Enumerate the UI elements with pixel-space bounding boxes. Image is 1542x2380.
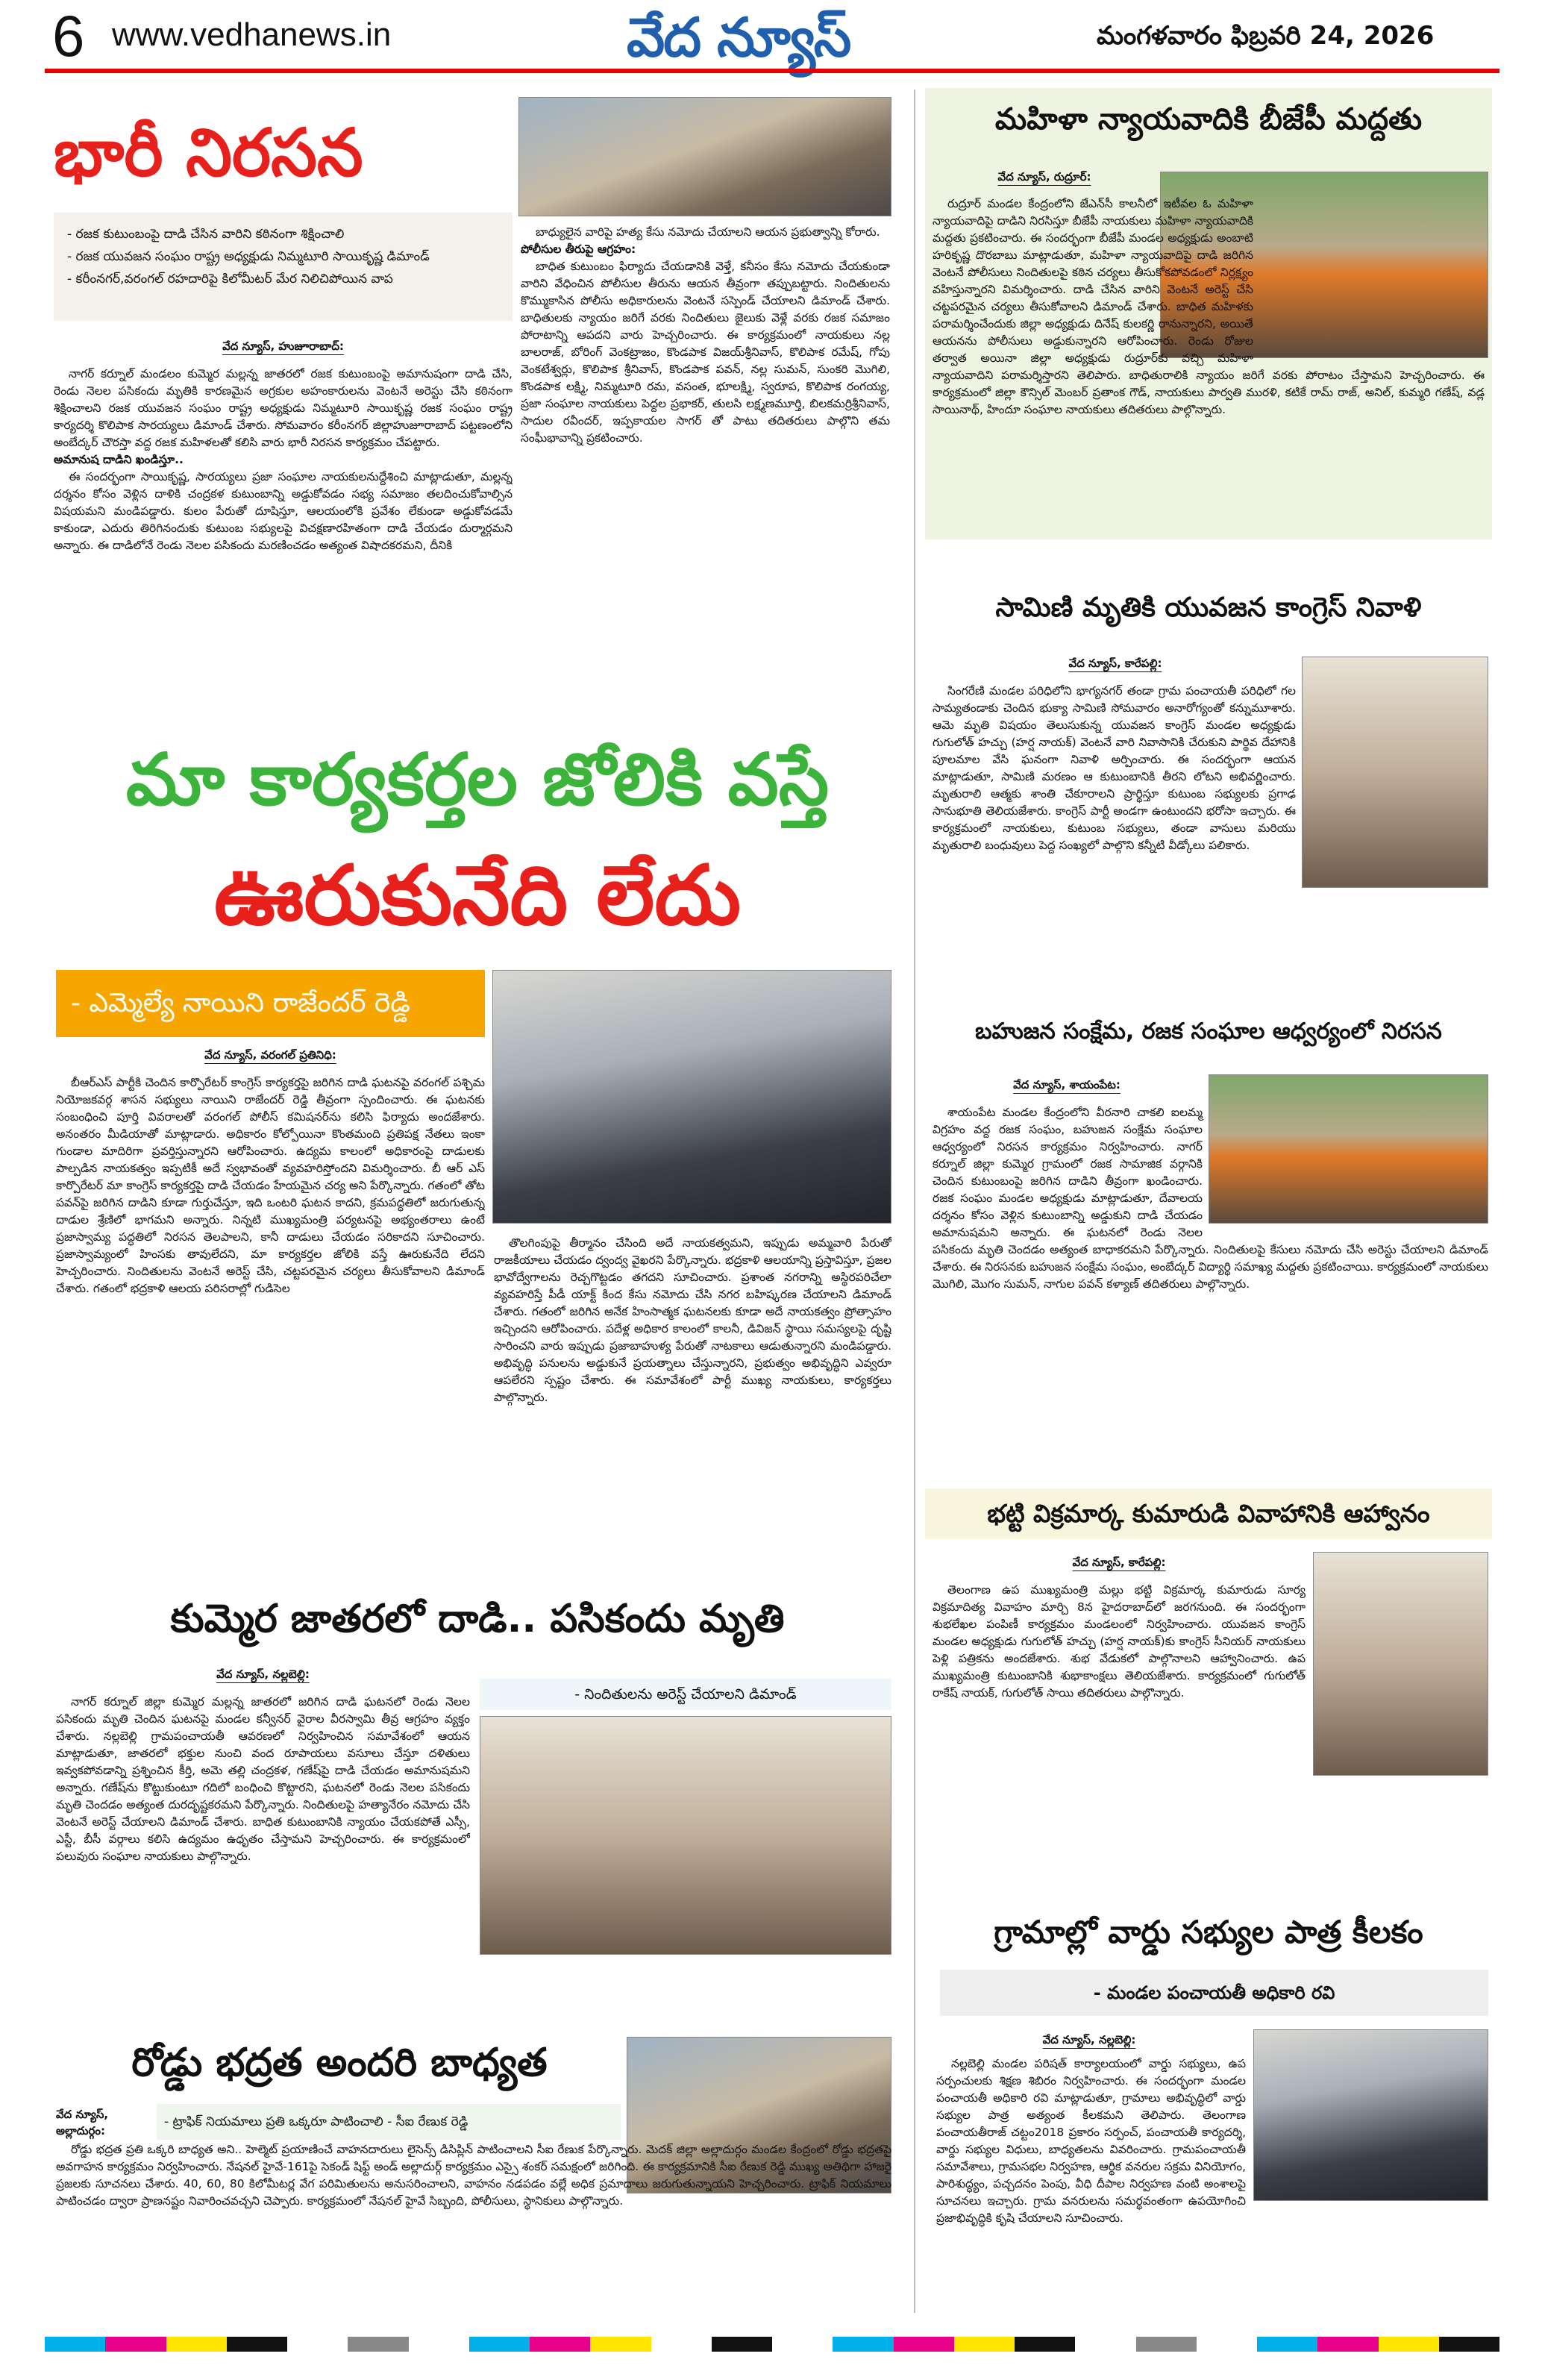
- photo-spacer: [1253, 195, 1485, 360]
- wedding-invite-photo: [1313, 1552, 1488, 1776]
- article-r2-column: [933, 683, 1488, 951]
- issue-date: మంగళవారం ఫిబ్రవరి 24, 2026: [1097, 21, 1435, 51]
- headline-ward-members: గ్రామాల్లో వార్డు సభ్యుల పాత్ర కీలకం: [994, 1914, 1423, 1950]
- article2-subhead: - ఎమ్మెల్యే నాయిని రాజేందర్ రెడ్డి: [56, 970, 485, 1037]
- article-r4-body: తెలంగాణ ఉప ముఖ్యమంత్రి మల్లు భట్టి విక్రమార్క కుమారుడు సూర్య విక్రమాదిత్య వివాహం మార్చి 8న హైదరాబాద్‌లో జరగనుంది. ఈ సందర్భంగా శుభలేఖల పంపిణీ కార్యక్రమం మండలంలో నిర్వహించారు. యువజన కాంగ్రెస్ మండల అధ్యక్షుడు గుగులోత్ హచ్చు (హర్ష నాయక్)కు కాంగ్రెస్ సీనియర్ నాయకులు పెళ్లి పత్రికను అందజేశారు. శుభ వేడుకలో పాల్గొనాలని ఆహ్వానించారు. ఉప ముఖ్యమంత్రి కుటుంబానికి శుభాకాంక్షలు తెలియజేశారు. కార్యక్రమంలో గుగులోత్ రాకేష్ నాయక్, గుగులోత్ సాయి తదితరులు పాల్గొన్నారు.: [933, 1583, 1306, 1700]
- article-r5-body: [936, 2055, 1488, 2227]
- meeting-photo: [480, 1716, 891, 1955]
- article-r2-text: సింగరేణి మండల పరిధిలోని భాగ్యనగర్ తండా గ్రామ పంచాయతీ పరిధిలో గల సామ్యతండాకు చెందిన భుక్యా సామిణి సోమవారం అనారోగ్యంతో కన్నుమూశారు. ఆమె మృతి విషయం తెలుసుకున్న యువజన కాంగ్రెస్ మండల అధ్యక్షుడు గుగులోత్ హచ్చు (హర్ష నాయక్) వెంటనే వారి నివాసానికి చేరుకుని పార్థివ దేహానికి పూలమాల వేసి ఘనంగా నివాళి అర్పించారు. ఈ సందర్భంగా ఆయన మాట్లాడుతూ, సామిణి మరణం ఆ కుటుంబానికి తీరని లోటని అభివర్ణించారు. మృతురాలి ఆత్మకు శాంతి చేకూరాలని ప్రార్థిస్తూ కుటుంబ సభ్యులకు ప్రగాఢ సానుభూతి తెలియజేశారు. కాంగ్రెస్ పార్టీ అండగా ఉంటుందని భరోసా ఇచ్చారు. ఈ కార్యక్రమంలో నాయకులు, కుటుంబ సభ్యులు, తండా వాసులు మరియు మృతురాలి బంధువులు పెద్ద సంఖ్యలో పాల్గొని కన్నీటి వీడ్కోలు పలికారు.: [933, 684, 1296, 852]
- article4-subhead: - ట్రాఫిక్ నియమాలు ప్రతి ఒక్కరూ పాటించాలి - సీఐ రేణుక రెడ్డి: [157, 2104, 621, 2140]
- article-r1-column: [933, 195, 1485, 535]
- article1-column1: [54, 366, 513, 660]
- photo-spacer: [1246, 2055, 1488, 2201]
- article-r3-body: [933, 1104, 1488, 1293]
- headline-bjp-support: మహిళా న్యాయవాదికి బీజేపీ మద్దతు: [994, 102, 1423, 137]
- article-r2-body: [933, 683, 1488, 854]
- article-r5-column: [936, 2055, 1488, 2313]
- subpoint: - కరీంనగర్,వరంగల్ రహదారిపై కిలోమీటర్ మేర నిలిచిపోయిన వాప: [67, 272, 393, 286]
- article-r1-byline: వేద న్యూస్, రుద్రూర్:: [997, 170, 1091, 184]
- article2-column1: [56, 1074, 485, 1563]
- article1-subpoints: [54, 213, 513, 321]
- page-number: 6: [52, 3, 85, 69]
- headline-bahujana-protest: బహుజన సంక్షేమ, రజక సంఘాల ఆధ్వర్యంలో నిరసన: [975, 1018, 1442, 1045]
- article1-body: బాధిత కుటుంబం ఫిర్యాదు చేయడానికి వెళ్తే, కనీసం కేసు నమోదు చేయకుండా వారిని వేధించిన పోలీసుల తీరును ఆయన తీవ్రంగా తప్పుబట్టారు. నిందితులను కొమ్ముకాసిన పోలీసు అధికారులను వెంటనే సస్పెండ్ చేయాలని డిమాండ్ చేశారు. బాధితులకు న్యాయం జరిగే వరకు నిందితులు జైలుకు వెళ్లే వరకు రజక సమాజం పోరాటాన్ని ఆపదని వారు హెచ్చరించారు. ఈ కార్యక్రమంలో నాయకులు నల్ల బాలరాజ్, బోరింగ్ వెంకట్రాజం, కొండపాక విజయ్‌శ్రీనివాస్, కొలిపాక రమేష్, గోపు వెంకటేశ్వర్లు, కొలిపాక శ్రీనివాస్, కొండపాక పవన్, నల్ల సుమన్, సుంకరి మొగిలి, కొండపాక లక్ష్మి, నిమ్మటూరి రమ, వసంత, భూలక్ష్మి, స్వరూప, కొలిపాక రంగయ్య, ప్రజా సంఘాల నాయకులు పెద్దల ప్రభాకర్, తులసి లక్ష్మణమూర్తి, బిలకమర్రిశ్రీనివాస్, సాదుల రవీందర్, ఇప్పకాయల సాగర్ తో పాటు తదితరులు పాల్గొని తమ సంఘీభావాన్ని ప్రకటించారు.: [521, 260, 890, 445]
- article-r4-column: [933, 1582, 1306, 1776]
- headline-bhari-nirasana: భారీ నిరసన: [54, 114, 363, 191]
- article1-byline: వేద న్యూస్, హుజూరాబాద్:: [222, 339, 344, 353]
- press-meet-photo: [492, 970, 891, 1224]
- article4-body: రోడ్డు భద్రత ప్రతి ఒక్కరి బాధ్యత అని.. హెల్మెట్ ప్రయాణించే వాహనదారులు లైసెన్స్ డిసిప్లిన్ పాటించాలని సీఐ రేణుక పేర్కొన్నారు. మెదక్ జిల్లా అల్లాదుర్గం మండల కేంద్రంలో రోడ్డు భద్రతపై అవగాహన కార్యక్రమం నిర్వహించారు. నేషనల్ హైవే-161పై సెకండ్ షిఫ్ట్ అండ్ అల్లాదుర్గ్ కార్యక్రమం ఎస్సై శంకర్ సమక్షంలో జరిగింది. ఈ కార్యక్రమానికి సీఐ రేణుక రెడ్డి ముఖ్య అతిథిగా హాజరై ప్రజలకు సూచనలు చేశారు. 40, 60, 80 కిలోమీటర్ల వేగ పరిమితులను అనుసరించాలని, వాహనం నడపడం వల్లే అధిక ప్రమాదాలు జరుగుతున్నాయని హెచ్చరించారు. ట్రాఫిక్ నియమాలు పాటించడం ద్వారా ప్రాణనష్టం నివారించవచ్చని చెప్పారు. కార్యక్రమంలో నేషనల్ హైవే సిబ్బంది, పోలీసులు, స్థానికులు పాల్గొన్నారు.: [56, 2143, 891, 2208]
- article2-body: తొలగింపుపై తీర్మానం చేసింది అదే నాయకత్వమని, ఇప్పుడు అమ్మవారి పేరుతో రాజకీయాలు చేయడం ద్వంద్వ వైఖరని పేర్కొన్నారు. భద్రకాళి ఆలయాన్ని ప్రస్తావిస్తూ, ప్రజల భావోద్వేగాలను రెచ్చగొట్టడం తగదని సూచించారు. ప్రశాంత నగరాన్ని అస్థిరపరిచేలా వ్యవహరిస్తే పీడీ యాక్ట్ కింద కేసు నమోదు చేసి నగర బహిష్కరణ చేయాలని డిమాండ్ చేశారు. గతంలో జరిగిన అనేక హింసాత్మక ఘటనలకు కూడా అదే నాయకత్వం ప్రోత్సాహం ఇచ్చిందని ఆరోపించారు. పదేళ్ల అధికార కాలంలో కాలనీ, డివిజన్ స్థాయి సమస్యలపై దృష్టి సారించని వారు ఇప్పుడు ప్రజాబాహుళ్య పేరుతో నాటకాలు ఆడుతున్నారని మండిపడ్డారు. అభివృద్ధి పనులను అడ్డుకునే ప్రయత్నాలు చేస్తున్నారని, ప్రభుత్వం అభివృద్ధిని ఎవ్వరూ ఆపలేరని స్పష్టం చేశారు. ఈ సమావేశంలో పార్టీ ముఖ్య నాయకులు, కార్యకర్తలు పాల్గొన్నారు.: [494, 1236, 891, 1404]
- article3-column: [56, 1694, 470, 1973]
- subpoint: - రజక కుటుంబంపై దాడి చేసిన వారిని కఠినంగా శిక్షించాలి: [67, 227, 345, 242]
- article3-byline: వేద న్యూస్, నల్లబెల్లి:: [216, 1667, 310, 1681]
- article-r5-text: నల్లబెల్లి మండల పరిషత్ కార్యాలయంలో వార్డు సభ్యులు, ఉప సర్పంచులకు శిక్షణ శిబిరం నిర్వహించారు. ఈ సందర్భంగా మండల పంచాయతీ అధికారి రవి మాట్లాడుతూ, గ్రామాలు అభివృద్ధిలో వార్డు సభ్యుల పాత్ర అత్యంత కీలకమని తెలిపారు. తెలంగాణ పంచాయతీరాజ్ చట్టం2018 ప్రకారం సర్పంచ్, పంచాయతీ కార్యదర్శి, వార్డు సభ్యుల విధులు, బాధ్యతలను వివరించారు. గ్రామపంచాయతీ సమావేశాలు, గ్రామసభల నిర్వహణ, ఆర్థిక వనరుల సక్రమ వినియోగం, పారిశుద్ధ్యం, పచ్చదనం పెంపు, వీధి దీపాల నిర్వహణ వంటి అంశాలపై సూచనలు ఇచ్చారు. గ్రామ వనరులను సమర్థవంతంగా ఉపయోగించి ప్రజాభివృద్ధికి కృషి చేయాలని సూచించారు.: [936, 2057, 1246, 2225]
- article1-body: నాగర్ కర్నూల్ మండలం కుమ్మెర మల్లన్న జాతరలో రజక కుటుంబంపై అమానుషంగా దాడి చేసి, రెండు నెలల పసికందు మృతికి కారణమైన అగ్రకుల అహంకారులను వెంటనే అరెస్టు చేసి కఠినంగా శిక్షించాలని రజక యువజన సంఘం రాష్ట్ర అధ్యక్షుడు నిమ్మటూరి సాయికృష్ణ రజక సంఘం రాష్ట్ర కార్యదర్శి కొలిపాక సారయ్యలు డిమాండ్ చేశారు. సోమవారం కరీంనగర్ జిల్లాహుజూరాబాద్ పట్టణంలోని అంబేద్కర్ చౌరస్తా వద్ద రజక మహిళలతో కలిసి వారు భారీ నిరసన కార్యక్రమం చేపట్టారు.: [54, 367, 513, 449]
- headline-samini-tribute: సామిణి మృతికి యువజన కాంగ్రెస్ నివాళి: [995, 592, 1422, 623]
- article-r3-byline: వేద న్యూస్, శాయంపేట:: [1013, 1078, 1121, 1092]
- subpoint: - రజక యువజన సంఘం రాష్ట్ర అధ్యక్షుడు నిమ్మటూరి సాయికృష్ణ డిమాండ్: [67, 249, 430, 264]
- photo-spacer: [1203, 1104, 1488, 1227]
- article-r3-column: [933, 1104, 1488, 1459]
- article1-subhead: పోలీసుల తీరుపై ఆగ్రహం:: [521, 242, 636, 256]
- print-color-bars: [45, 2337, 1499, 2352]
- article4-byline: వేద న్యూస్, అల్లాదుర్గం:: [56, 2108, 109, 2138]
- website-url[interactable]: www.vedhanews.in: [112, 16, 392, 53]
- article-r1-body: [933, 195, 1485, 419]
- article-r4-byline: వేద న్యూస్, కారేపల్లి:: [1072, 1556, 1166, 1569]
- article1-column2: [521, 224, 890, 660]
- headline-kummera: కుమ్మెర జాతరలో దాడి.. పసికందు మృతి: [170, 1597, 785, 1641]
- article-r1-text: రుద్రూర్ మండల కేంద్రంలోని జేఎన్‌సీ కాలనీలో ఇటీవల ఓ మహిళా న్యాయవాదిపై దాడిని నిరసిస్తూ బీజేపీ నాయకులు మహిళా న్యాయవాదికి మద్దతు ప్రకటించారు. ఈ సందర్భంగా బీజేపీ మండల అధ్యక్షుడు అంబాటి హరికృష్ణ దొరబాబు మాట్లాడుతూ, మహిళా న్యాయవాదిపై దాడి జరిగిన వెంటనే పోలీసులు నిందితులపై కఠిన చర్యలు తీసుకోకపోవడంలో నిర్లక్ష్యం వహిస్తున్నారని విమర్శించారు. దాడి చేసిన వారిని వెంటనే అరెస్ట్ చేసి చట్టపరమైన చర్యలు తీసుకోవాలని డిమాండ్ చేశారు. బాధిత మహిళకు పరామర్శించేందుకు జిల్లా అధ్యక్షుడు దినేష్ కులకర్ణి రానున్నారని, అయితే ఆయనను పోలీసులు అడ్డుకున్నారని ఆరోపించారు. రెండు రోజుల తర్వాత అయినా జిల్లా అధ్యక్షుడు రుద్రూర్‌కు వచ్చి మహిళా న్యాయవాదిని పరామర్శిస్తారని తెలిపారు. బాధితురాలికి న్యాయం జరిగే వరకు పోరాటం చేస్తామని హెచ్చరించారు. ఈ కార్యక్రమంలో జిల్లా కౌన్సిల్ మెంబర్ ప్రతాంక గౌడ్, నాయకులు పార్వతి మురళి, కటికే రామ్ రాజ్, అనిల్, కుమ్మరి గణేష్, వడ్ల సాయినాథ్, హిందూ సంఘాల నాయకులు తదితరులు పాల్గొన్నారు.: [933, 197, 1485, 416]
- article4-column: [56, 2141, 891, 2276]
- article-r5-byline: వేద న్యూస్, నల్లబెల్లి:: [1042, 2033, 1136, 2047]
- article-r2-byline: వేద న్యూస్, కారేపల్లి:: [1068, 657, 1162, 670]
- article2-body: బీఆర్ఎస్ పార్టీకి చెందిన కార్పొరేటర్ కాంగ్రెస్ కార్యకర్తపై జరిగిన దాడి ఘటనపై వరంగల్ పశ్చిమ నియోజకవర్గ శాసన సభ్యులు నాయిని రాజేందర్ రెడ్డి తీవ్రంగా స్పందించారు. ఈ ఘటనకు సంబంధించి పూర్తి వివరాలతో వరంగల్ పోలీస్ కమిషనర్‌ను కలిసి ఫిర్యాదు అందజేశారు. అనంతరం మీడియాతో మాట్లాడారు. అధికారం కోల్పోయినా కొంతమంది ప్రతిపక్ష నేతలు ఇంకా గుండాల మాదిరిగా ప్రవర్తిస్తున్నారని ఆరోపించారు. ఉద్యమ కాలంలో అధికారంపై దాడులకు పాల్పడిన నాయకత్వం ఇప్పటికీ అదే స్వభావంతో వ్యవహరిస్తోందని విమర్శించారు. బీ ఆర్ ఎస్ కార్పొరేటర్ మా కాంగ్రెస్ కార్యకర్తపై దాడి చేయడం హేయమైన చర్య అని పేర్కొన్నారు. గతంలో తోట పవన్‌పై జరిగిన దాడిని కూడా గుర్తుచేస్తూ, ఇది ఒంటరి ఘటన కాదని, క్రమపద్ధతిలో జరుగుతున్న దాడుల శ్రేణిలో భాగమని అన్నారు. నిన్నటి ముఖ్యమంత్రి పర్యటనపై అభ్యంతరాలు ఉంటే ప్రజాస్వామ్య పద్ధతిలో నిరసన తెలపాలని, కానీ దాడులు చేయడం సరికాదని సూచించారు. ప్రజాస్వామ్యంలో హింసకు తావులేదని, మా కార్యకర్తల జోలికి వస్తే ఊరుకునేది లేదని హెచ్చరించారు. నిందితులను వెంటనే అరెస్ట్ చేసి, చట్టపరమైన చర్యలు తీసుకోవాలని డిమాండ్ చేశారు. గతంలో భద్రకాళి ఆలయ పరిసరాల్లో గుడిసెల: [56, 1076, 485, 1295]
- masthead-logo: వేద న్యూస్: [627, 6, 850, 69]
- protest-photo: [518, 97, 891, 216]
- header-rule: [45, 69, 1499, 73]
- headline-line1: మా కార్యకర్తల జోలికి వస్తే: [125, 738, 830, 821]
- article3-body: నాగర్ కర్నూల్ జిల్లా కుమ్మెర మల్లన్న జాతరలో జరిగిన దాడి ఘటనలో రెండు నెలల పసికందు మృతి చెందిన ఘటనపై మండల కన్వీనర్ వైరాల వీరస్వామి తీవ్ర ఆగ్రహం వ్యక్తం చేశారు. నల్లబెల్లి గ్రామపంచాయతీ ఆవరణలో నిర్వహించిన సమావేశంలో ఆయన మాట్లాడుతూ, జాతరలో భక్తుల నుంచి వంద రూపాయలు వసూలు చేస్తూ దళితులు ఇవ్వకపోవడాన్ని ప్రశ్నించిన కీర్తి, అమె తల్లి చంద్రకళ, గణేష్‌పై దాడి చేయడం అమానుషమని అన్నారు. గణేష్‌ను కొట్టుకుంటూ గదిలో బంధించి కొట్టారని, ఘటనలో రెండు నెలల పసికందు మృతి చెందడం అత్యంత దురదృష్టకరమని పేర్కొన్నారు. నిందితులపై హత్యానేరం నమోదు చేసి వెంటనే అరెస్ట్ చేయాలని డిమాండ్ చేశారు. బాధిత కుటుంబానికి న్యాయం చేయకపోతే ఎస్సీ, ఎస్టీ, బీసీ వర్గాలు కలిసి ఉద్యమం ఉధృతం చేస్తామని హెచ్చరించారు. ఈ కార్యక్రమంలో పలువురు సంఘాల నాయకులు పాల్గొన్నారు.: [56, 1695, 470, 1863]
- headline-road-safety: రోడ్డు భద్రత అందరి బాధ్యత: [131, 2041, 548, 2085]
- article2-column2: [494, 1235, 891, 1563]
- article-r3-text: శాయంపేట మండల కేంద్రంలోని వీరనారి చాకలి ఐలమ్మ విగ్రహం వద్ద రజక సంఘం, బహుజన సంక్షేమ సంఘాల ఆధ్వర్యంలో నిరసన కార్యక్రమం నిర్వహించారు. నాగర్ కర్నూల్ జిల్లా కుమ్మెర గ్రామంలో రజక సామాజిక వర్గానికి చెందిన కుటుంబంపై జరిగిన దాడిని తీవ్రంగా ఖండించారు. రజక సంఘం మండల అధ్యక్షుడు మాట్లాడుతూ, దేవాలయ దర్శనం కోసం వెళ్లిన కుటుంబాన్ని అడ్డుకుని దాడి చేయడం అమానుషమని అన్నారు. ఈ ఘటనలో రెండు నెలల పసికందు మృతి చెందడం అత్యంత బాధాకరమని పేర్కొన్నారు. నిందితులపై కేసులు నమోదు చేసి అరెస్టు చేయాలని డిమాండ్ చేశారు. ఈ నిరసనకు బహుజన సంక్షేమ సంఘం, అంబేద్కర్ విద్యార్థి సమాఖ్య మద్దతు ప్రకటించాయి. కార్యక్రమంలో నాయకులు మొగిలి, మొగం సుమన్, నాగుల పవన్ కళ్యాణ్ తదితరులు పాల్గొన్నారు.: [933, 1106, 1488, 1291]
- headline-bhatti-wedding: భట్టి విక్రమార్క కుమారుడి వివాహానికి ఆహ్వానం: [925, 1488, 1492, 1539]
- photo-spacer: [1296, 683, 1488, 888]
- headline-line2: ఊరుకునేది లేదు: [213, 848, 742, 943]
- article-r5-subhead: - మండల పంచాయతీ అధికారి రవి: [940, 1970, 1488, 2016]
- article1-body: ఈ సందర్భంగా సాయికృష్ణ, సారయ్యలు ప్రజా సంఘాల నాయకులనుద్దేశించి మాట్లాడుతూ, మల్లన్న దర్శనం కోసం వెళ్లిన దాళికి చంద్రకళ కుటుంబాన్ని అడ్డుకోవడం సభ్య సమాజం తలదించుకోవాల్సిన విషయమని మండిపడ్డారు. కులం పేరుతో దూషిస్తూ, ఆలయంలోకి ప్రవేశం లేకుండా అడ్డుకోవడమే కాకుండా, ఎదురు తిరిగినందుకు కుటుంబ సభ్యులపై విచక్షణారహితంగా దాడి చేయడం దుర్మార్గమని అన్నారు. ఈ దాడిలోనే రెండు నెలల పసికందు మరణించడం అత్యంత విషాదకరమని, దీనికి: [54, 470, 513, 552]
- column-divider: [914, 90, 915, 2313]
- article1-body: బాధ్యులైన వారిపై హత్య కేసు నమోదు చేయాలని ఆయన ప్రభుత్వాన్ని కోరారు.: [536, 225, 880, 239]
- article2-byline: వేద న్యూస్, వరంగల్ ప్రతినిధి:: [204, 1048, 336, 1062]
- article1-subhead: అమానుష దాడిని ఖండిస్తూ..: [54, 453, 184, 466]
- article3-subhead: - నిందితులను అరెస్ట్ చేయాలని డిమాండ్: [480, 1679, 891, 1710]
